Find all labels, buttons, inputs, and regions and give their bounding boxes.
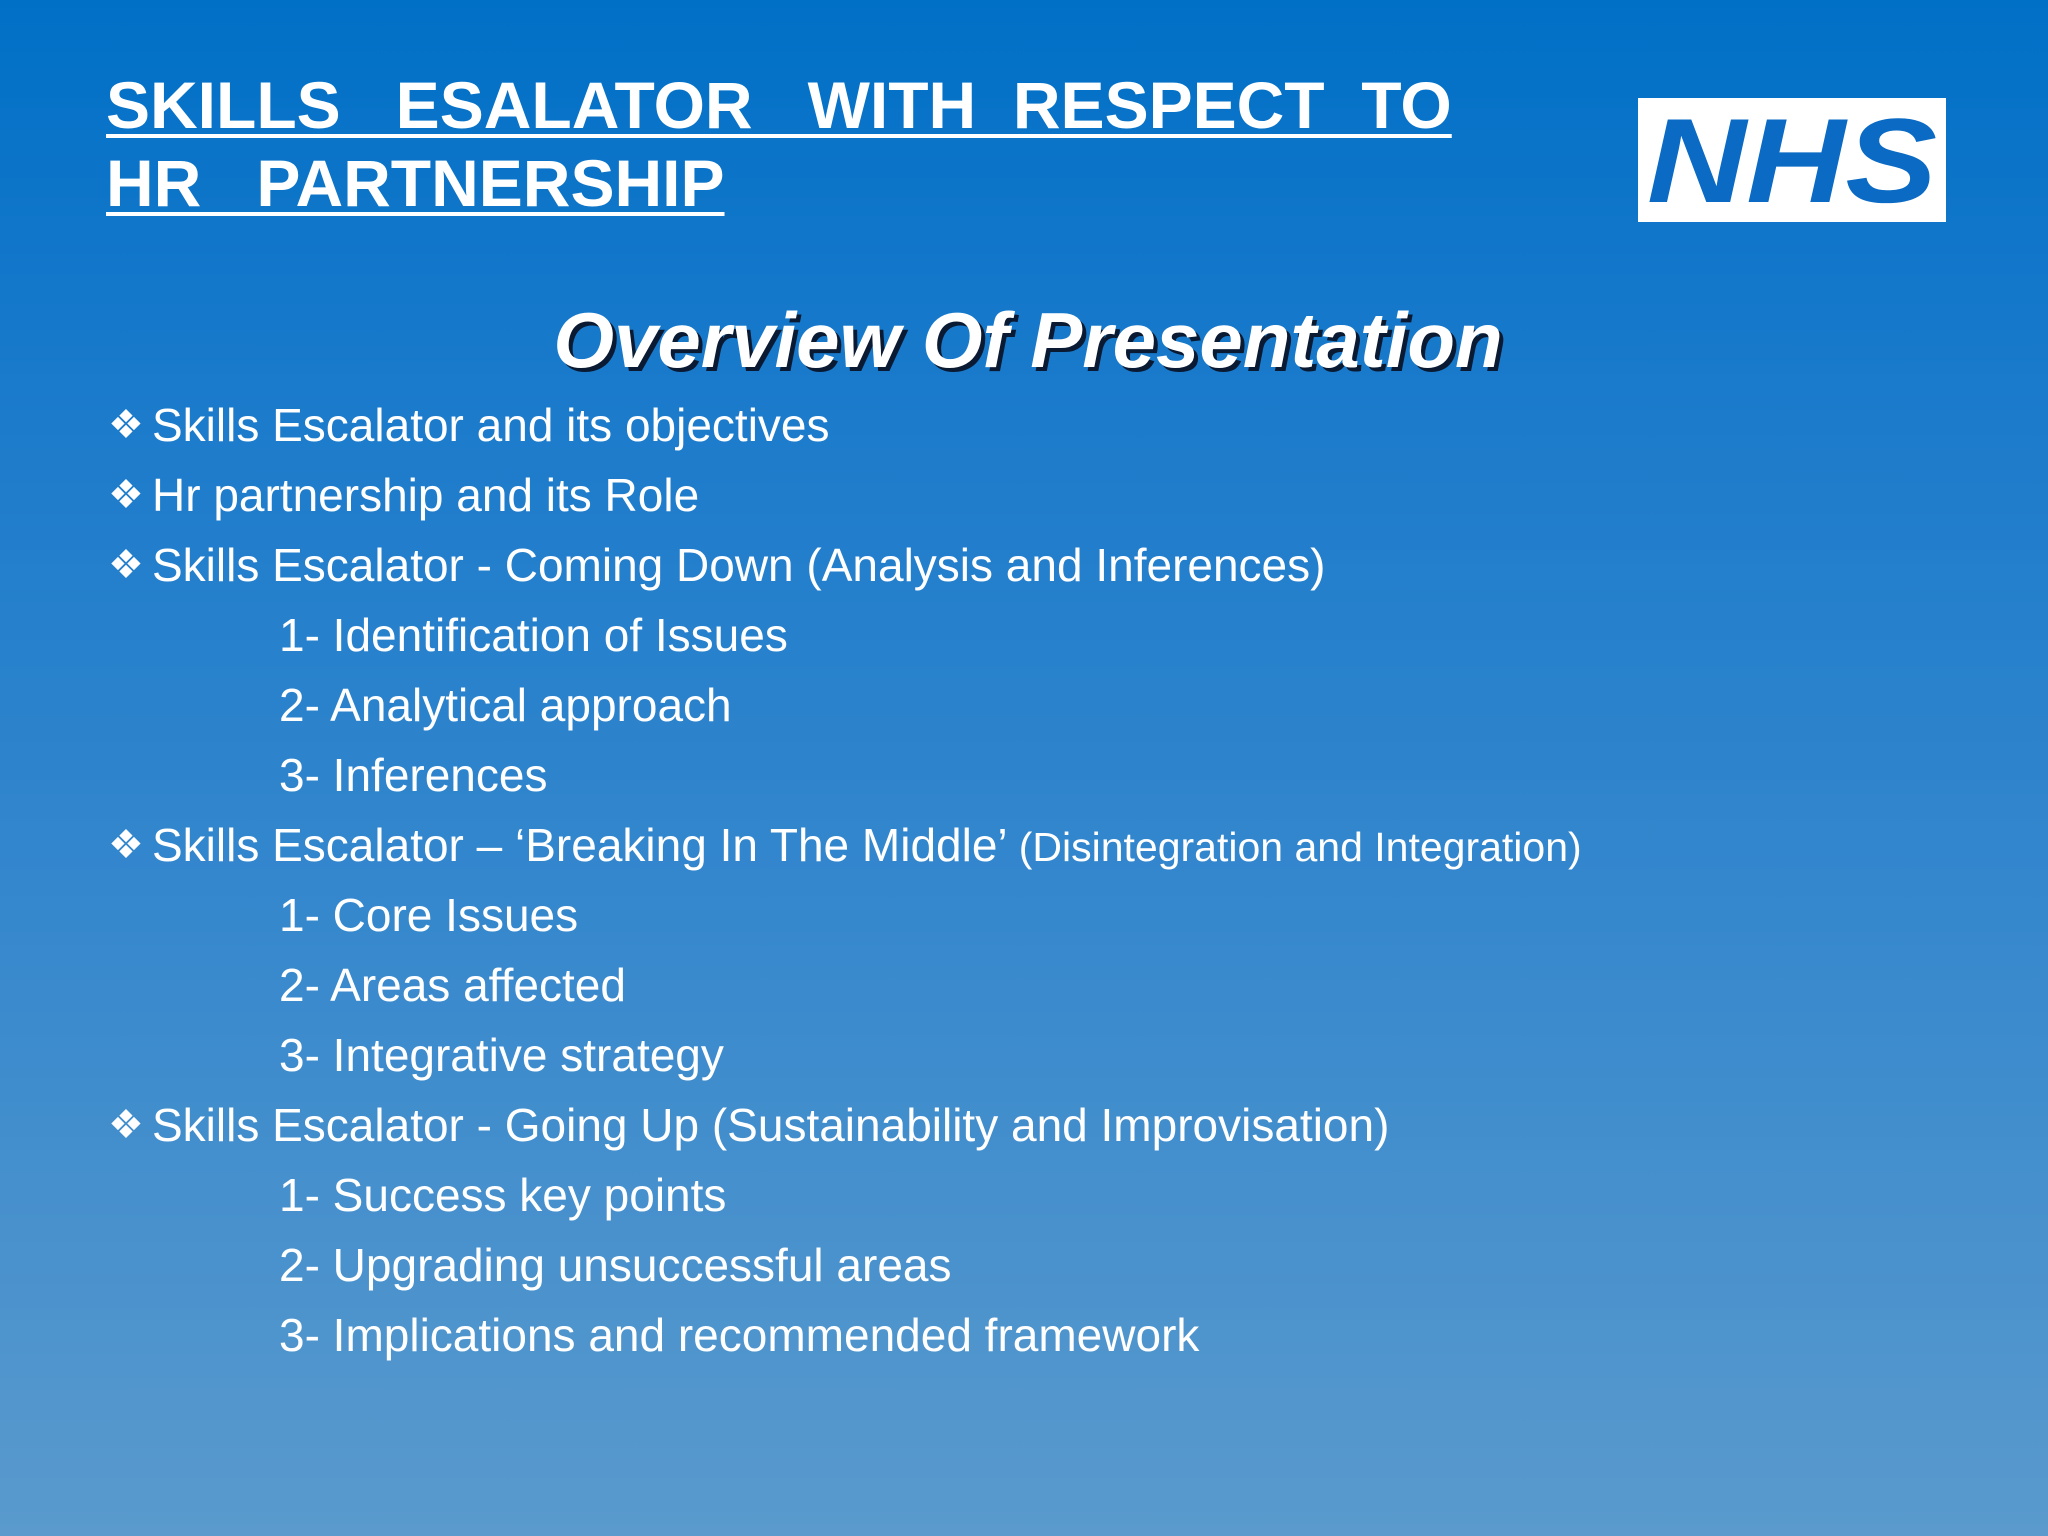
agenda-item bbox=[108, 390, 1582, 460]
agenda-subitem-text: 2- Upgrading unsuccessful areas bbox=[279, 1239, 952, 1291]
agenda-item bbox=[108, 460, 1582, 530]
agenda-subitem bbox=[108, 1160, 1582, 1230]
diamond-bullet-icon: ❖ bbox=[108, 403, 144, 447]
agenda-subitem bbox=[108, 1230, 1582, 1300]
agenda-item-text: Hr partnership and its Role bbox=[152, 469, 700, 521]
slide-title-line-1: SKILLS ESALATOR WITH RESPECT TO bbox=[106, 68, 1452, 142]
agenda-subitem-text: 2- Areas affected bbox=[279, 959, 626, 1011]
agenda-item bbox=[108, 810, 1582, 880]
diamond-bullet-icon: ❖ bbox=[108, 543, 144, 587]
agenda-item bbox=[108, 1090, 1582, 1160]
agenda-subitem-text: 3- Implications and recommended framework bbox=[279, 1309, 1200, 1361]
agenda-item-note: (Disintegration and Integration) bbox=[1018, 824, 1582, 870]
agenda-subitem bbox=[108, 600, 1582, 670]
agenda-subitem bbox=[108, 670, 1582, 740]
agenda-item-text: Skills Escalator - Coming Down (Analysis and Inferences) bbox=[152, 539, 1326, 591]
agenda-subitem bbox=[108, 740, 1582, 810]
diamond-bullet-icon: ❖ bbox=[108, 473, 144, 517]
agenda-item-text: Skills Escalator and its objectives bbox=[152, 399, 830, 451]
nhs-logo-text: NHS bbox=[1647, 98, 1937, 222]
nhs-logo-graphic bbox=[1638, 98, 1946, 222]
agenda-list bbox=[108, 390, 1582, 1370]
slide-title-line-2: HR PARTNERSHIP bbox=[106, 146, 725, 220]
overview-heading: Overview Of Presentation bbox=[553, 296, 1503, 384]
agenda-item-text: Skills Escalator - Going Up (Sustainability and Improvisation) bbox=[152, 1099, 1390, 1151]
agenda-subitem-text: 3- Integrative strategy bbox=[279, 1029, 724, 1081]
agenda-subitem bbox=[108, 1300, 1582, 1370]
agenda-subitem-text: 1- Identification of Issues bbox=[279, 609, 788, 661]
agenda-subitem bbox=[108, 1020, 1582, 1090]
diamond-bullet-icon: ❖ bbox=[108, 1103, 144, 1147]
agenda-subitem-text: 1- Core Issues bbox=[279, 889, 579, 941]
diamond-bullet-icon: ❖ bbox=[108, 823, 144, 867]
slide-title bbox=[106, 66, 1496, 222]
agenda-subitem-text: 2- Analytical approach bbox=[279, 679, 732, 731]
agenda-subitem bbox=[108, 880, 1582, 950]
agenda-subitem-text: 1- Success key points bbox=[279, 1169, 727, 1221]
agenda-subitem-text: 3- Inferences bbox=[279, 749, 548, 801]
agenda-item bbox=[108, 530, 1582, 600]
agenda-item-text: Skills Escalator – ‘Breaking In The Middle’ bbox=[152, 819, 1019, 871]
agenda-subitem bbox=[108, 950, 1582, 1020]
nhs-logo bbox=[1638, 98, 1946, 222]
